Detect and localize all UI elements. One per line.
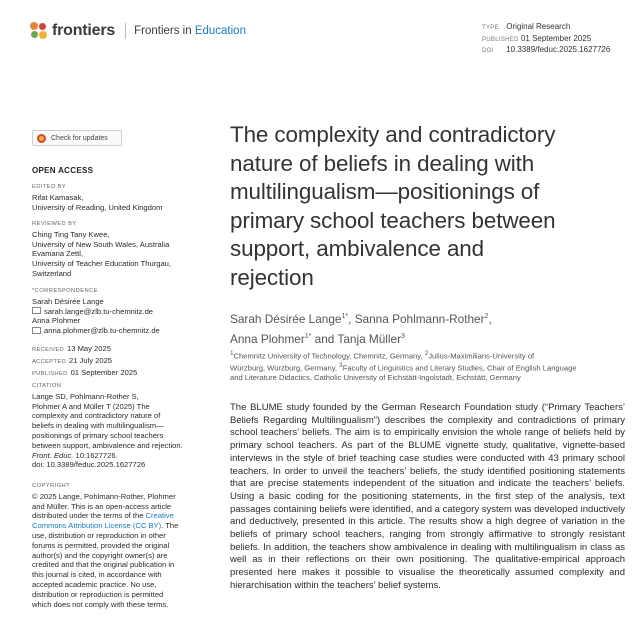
frontiers-logo-icon: [30, 22, 48, 40]
cc-license-link-2[interactable]: Commons Attribution License (CC BY): [32, 521, 162, 531]
copyright-section: COPYRIGHT © 2025 Lange, Pohlmann-Rother, Plohmer and Müller. This is an open-access article distributed under the terms of the Creative Commons Attribution License (CC BY). The use, distribution or reproduction in other forums is permitted, provided the original author(s) and the copyright owner(s) are credited and that the original publication in this journal is cited, in accordance with accepted academic practice. No use, distribution or reproduction is permitted which does not comply with these terms.: [32, 483, 179, 609]
meta-type: TYPE Original Research: [482, 22, 571, 31]
meta-doi: DOI 10.3389/feduc.2025.1627726: [482, 45, 611, 54]
author-link[interactable]: Tanja Müller: [337, 331, 402, 346]
author-link[interactable]: Sarah Désirée Lange: [230, 311, 342, 326]
email-icon: [32, 307, 41, 314]
correspondence-section: *CORRESPONDENCE Sarah Désirée Lange sarah.lange@zlb.tu-chemnitz.de Anna Plohmer anna.plohmer@zlb.tu-chemnitz.de: [32, 288, 160, 336]
citation-section: CITATION Lange SD, Pohlmann-Rother S, Plohmer A and Müller T (2025) The complexity and contradictory nature of beliefs in dealing with multilingualism— positionings of primary school teachers between support, ambivalence and rejection. Front. Educ. 10:1627726. doi: 10.3389/feduc.2025.1627726: [32, 382, 202, 470]
cc-license-link[interactable]: Creative: [145, 511, 174, 521]
corr1-email-link[interactable]: sarah.lange@zlb.tu-chemnitz.de: [44, 306, 154, 316]
meta-published: PUBLISHED 01 September 2025: [482, 33, 592, 43]
edited-by-section: EDITED BY Rifat Kamasak, University of Reading, United Kingdom: [32, 184, 163, 212]
reviewed-by-section: REVIEWED BY Ching Ting Tany Kwee, University of New South Wales, Australia Evamaria Zettl, University of Teacher Education Thurgau, Switzerland: [32, 221, 172, 278]
author-list: Sarah Désirée Lange$^{1*}$, Sanna Pohlmann-Rother$^2$, Anna Plohmer$^{1*}$ and Tanja Müller$^3$: [230, 311, 492, 346]
dates-section: RECEIVED 13 May 2025 ACCEPTED 21 July 2025 PUBLISHED 01 September 2025: [32, 344, 138, 377]
author-link[interactable]: Sanna Pohlmann-Rother: [354, 311, 485, 326]
affiliations: $^1$Chemnitz University of Technology, Chemnitz, Germany, $^2$Julius-Maximilians-University of Würzburg, Würzburg, Germany, $^3$Faculty of Linguistics and Literary Studies, Chair of English Language and Literature Didactics, Catholic University of Eichstätt-Ingolstadt, Eichstätt, Germany: [230, 350, 577, 383]
email-icon: [32, 327, 41, 334]
crossmark-icon: [37, 134, 46, 143]
article-meta: [482, 22, 610, 57]
article-title: The complexity and contradictory nature of beliefs in dealing with multilingualism—positionings of primary school teachers between support, ambivalence and rejection: [230, 122, 556, 290]
journal-logo[interactable]: [30, 22, 246, 40]
check-for-updates-button[interactable]: Check for updates: [32, 130, 122, 146]
open-access-label: OPEN ACCESS: [32, 166, 94, 175]
journal-name: Frontiers in Education: [134, 25, 246, 37]
author-link[interactable]: Anna Plohmer: [230, 331, 305, 346]
logo-divider: [125, 23, 126, 39]
abstract-text: The BLUME study founded by the German Research Foundation study (“Primary Teachers’ Beliefs Regarding Multilingualism”) describes the complexity and contradictions of primary school teachers’ beliefs. The aim is to empirically envision the whole range of beliefs held by primary school teachers. As part of the BLUME vignette study, qualitative, vignette-based interviews in the style of brief teaching case studies were conducted with 43 primary school teachers. In order to unveil the teachers’ beliefs, the study identified positioning statements that are precise statements independent of the situation and indicate the teachers’ beliefs. Using a basic coding for the positioning statements, in the first step of the analysis, text passages containing beliefs were identified, and a category system was developed inductively and deductively, presented in this article. The results show a high degree of variation in the beliefs of primary school teachers, ranging from strongly affirmative to strongly resistant beliefs. In addition, the teachers show ambivalence in dealing with multilingualism in class as well as in their reflections on their own positioning. The qualitative-empirical approach presented here makes it possible to visualise the theoretically assumed complexity and hierarchisation within the teachers’ belief systems.: [230, 402, 625, 591]
citation-doi-link[interactable]: doi: 10.3389/feduc.2025.1627726: [32, 460, 146, 470]
corr2-email-link[interactable]: anna.plohmer@zlb.tu-chemnitz.de: [44, 326, 160, 336]
brand-name: frontiers: [52, 22, 116, 39]
